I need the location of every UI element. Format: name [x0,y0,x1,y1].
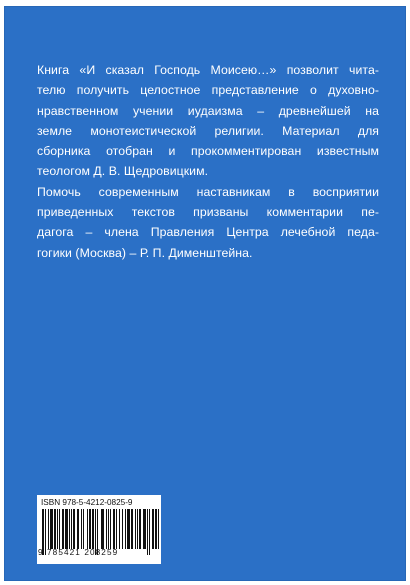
barcode-bar [71,509,72,549]
barcode-bar [54,509,56,549]
description-line-10: гогики (Москва) – Р. П. Дименштейна. [37,245,253,260]
isbn-label: ISBN 978-5-4212-0825-9 [41,498,133,507]
barcode-bar [108,509,109,549]
barcode-bar [127,509,130,549]
barcode-bar [69,509,70,549]
barcode-bar [143,509,146,549]
barcode-bar [139,509,141,549]
barcode-bar [122,509,123,549]
barcode-bar [65,509,68,549]
isbn-barcode [37,495,161,564]
barcode-bar [119,509,120,549]
barcode-bar [106,509,107,549]
back-cover [4,6,406,581]
description-line-1: Книга «И сказал Господь Моисею…» позволит чита- [37,63,379,77]
barcode-bar [77,509,79,549]
barcode-bar [116,509,117,549]
barcode-bar [110,509,111,549]
description-line-5: сборника отобран и прокомментирован известным [37,144,379,159]
barcode-bar [137,509,138,549]
barcode-bar [81,509,82,549]
barcode-bar [50,509,53,549]
description-line-2: телю получить целостное представление о духовно- [37,83,379,98]
barcode-bar [83,509,84,549]
description-line-9: дагога – члена Правления Центра лечебной педа- [37,225,379,240]
description-line-4: земле монотеистической религии. Материал для [37,123,379,138]
barcode-bar [87,509,88,549]
barcode-bar [62,509,64,549]
barcode-bar [125,509,126,549]
barcode-digits: 9 785421 208259 [38,548,119,557]
barcode-bar [48,509,49,549]
barcode-bar [158,509,159,549]
barcode-bar [113,509,115,549]
description-line-7: Помочь современным наставникам в восприятии [37,184,379,199]
book-description [37,60,379,263]
description-line-6: теологом Д. В. Щедровицким. [37,164,209,179]
barcode-bar [89,509,91,549]
description-line-3: нравственном учении иудаизма – древнейшей на [37,103,379,118]
barcode-bar [135,509,136,549]
barcode-bar [57,509,58,549]
barcode-bar [59,509,60,549]
barcode-bar [152,509,154,549]
barcode-bar [73,509,75,549]
description-line-8: приведенных текстов призваны комментарии пе- [37,205,379,220]
barcode-bar [131,509,133,549]
barcode-bar [92,509,94,549]
barcode-bar [101,509,104,549]
barcode-icon [42,509,156,551]
barcode-bar [155,509,157,549]
